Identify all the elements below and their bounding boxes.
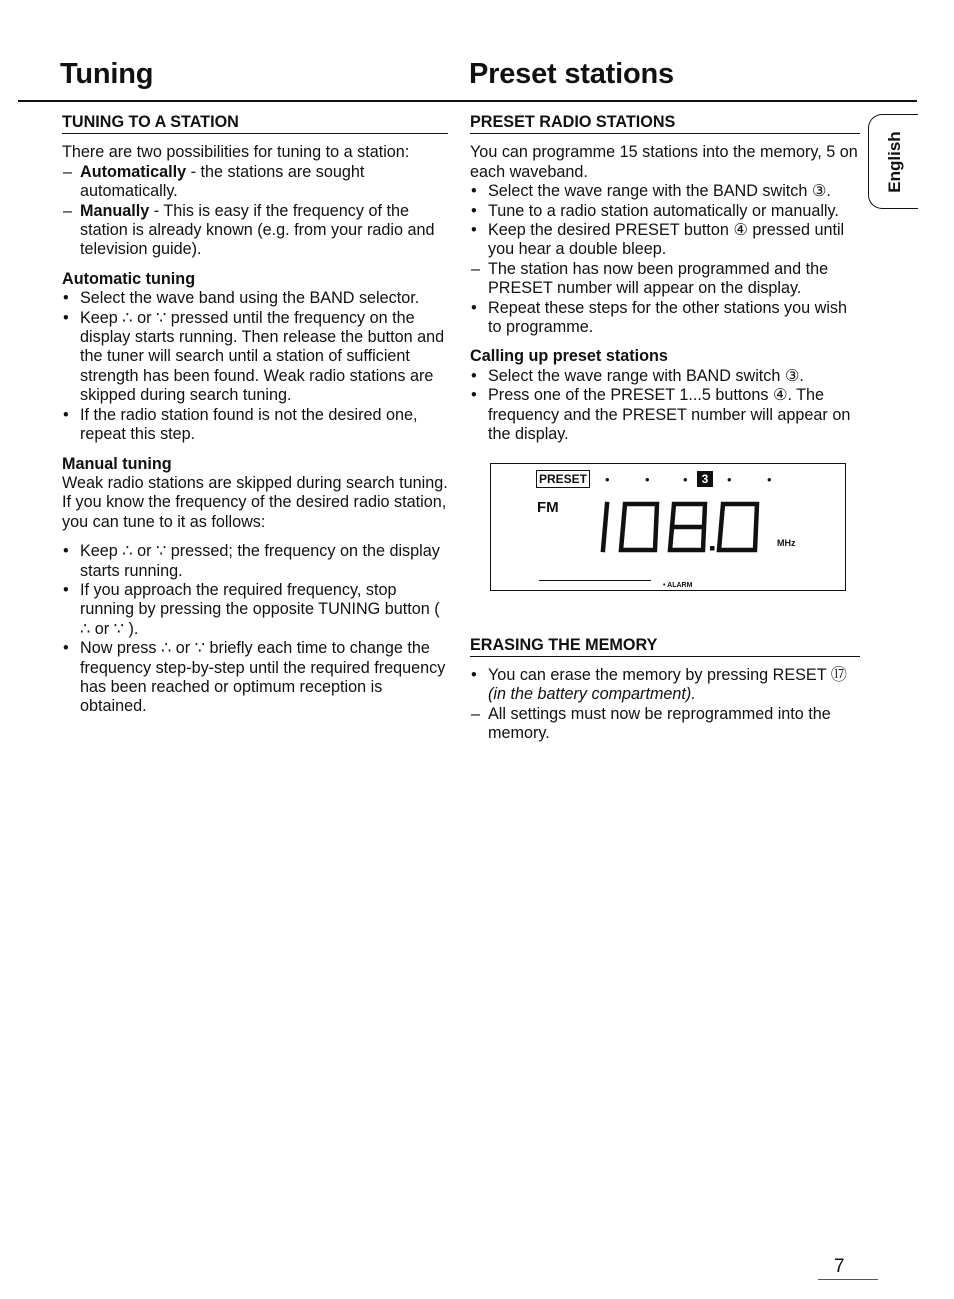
bullet: •	[471, 201, 477, 220]
subheading-calling-up: Calling up preset stations	[470, 347, 668, 366]
lcd-dot: •	[683, 471, 688, 487]
bullet: •	[63, 639, 69, 658]
subheading-manual-tuning: Manual tuning	[62, 454, 172, 473]
list-text: If you approach the required frequency, stop running by pressing the opposite TUNING button ( ∴ or ∵ ).	[80, 580, 440, 638]
spacer	[470, 591, 860, 636]
lcd-dot: •	[767, 471, 772, 487]
subheading-automatic-tuning: Automatic tuning	[62, 269, 196, 288]
list-text: - This is easy if the frequency of the station is already known (e.g. from your radio and television guide).	[80, 201, 435, 259]
lcd-dot: •	[605, 471, 610, 487]
bullet: •	[63, 289, 69, 308]
bottom-edge-mark	[818, 1279, 878, 1280]
section-heading-tuning: TUNING TO A STATION	[62, 113, 448, 134]
bullet: •	[471, 182, 477, 201]
list-item	[470, 221, 860, 260]
list-item	[62, 406, 448, 445]
list-item	[470, 182, 860, 201]
list-item	[62, 542, 448, 581]
list-item	[470, 705, 860, 744]
list-text: Now press ∴ or ∵ briefly each time to change the frequency step-by-step until the required frequency has been reached or optimum reception is obtained.	[80, 639, 446, 716]
bullet: •	[63, 580, 69, 599]
manual-tuning-list	[62, 542, 448, 717]
list-text: Select the wave range with the BAND switch ③.	[488, 182, 831, 201]
left-column	[62, 113, 448, 717]
dash: –	[471, 259, 481, 278]
page-number: 7	[834, 1256, 845, 1277]
list-text: Keep the desired PRESET button ④ pressed until you hear a double bleep.	[488, 221, 845, 259]
erasing-list	[470, 666, 860, 744]
lcd-preset-label: PRESET	[536, 470, 590, 488]
list-text: Select the wave band using the BAND selector.	[80, 289, 420, 308]
language-tab	[868, 114, 918, 209]
page-title-tuning: Tuning	[60, 58, 154, 90]
lcd-alarm-label: • ALARM	[663, 581, 693, 589]
bullet: •	[471, 366, 477, 385]
lcd-band-label: FM	[537, 498, 559, 516]
list-item	[62, 163, 448, 202]
page-title-preset-stations: Preset stations	[469, 58, 674, 90]
list-text: Keep ∴ or ∵ pressed until the frequency on the display starts running. Then release the button and the tuner will search until a station of sufficient strength has been found. Weak radio stations are skipped during search tuning.	[80, 308, 445, 405]
right-column	[470, 113, 860, 744]
list-item	[470, 299, 860, 338]
list-text: Select the wave range with BAND switch ③.	[488, 366, 804, 385]
list-item	[62, 289, 448, 308]
bullet: •	[471, 298, 477, 317]
bullet: •	[471, 386, 477, 405]
list-item	[62, 639, 448, 717]
section-heading-preset: PRESET RADIO STATIONS	[470, 113, 860, 134]
tuning-options-list	[62, 163, 448, 260]
list-item	[470, 202, 860, 221]
bullet: •	[63, 308, 69, 327]
bullet: •	[63, 405, 69, 424]
term: Manually	[80, 201, 150, 220]
list-text: Press one of the PRESET 1...5 buttons ④. The frequency and the PRESET number will appear on the display.	[488, 386, 851, 444]
list-item	[470, 260, 860, 299]
list-text: Tune to a radio station automatically or manually.	[488, 201, 839, 220]
section-heading-erasing: ERASING THE MEMORY	[470, 636, 860, 657]
automatic-tuning-list	[62, 289, 448, 444]
preset-intro: You can programme 15 stations into the memory, 5 on each waveband.	[470, 143, 858, 181]
list-marker: –	[63, 201, 73, 220]
lcd-frequency-digits	[491, 464, 845, 590]
lcd-decimal-point	[710, 546, 715, 551]
spacer	[62, 532, 448, 542]
bullet: •	[471, 221, 477, 240]
list-item	[62, 202, 448, 260]
dash: –	[471, 704, 481, 723]
list-text: Keep ∴ or ∵ pressed; the frequency on the display starts running.	[80, 542, 440, 580]
lcd-baseline	[539, 580, 651, 581]
bullet: •	[63, 542, 69, 561]
list-item	[470, 386, 860, 444]
list-item	[62, 581, 448, 639]
list-text: All settings must now be reprogrammed into the memory.	[488, 704, 831, 743]
list-text-italic: (in the battery compartment).	[488, 685, 696, 704]
list-text: The station has now been programmed and the PRESET number will appear on the display.	[488, 259, 829, 298]
lcd-dot: •	[727, 471, 732, 487]
lcd-display-illustration	[490, 463, 846, 591]
lcd-dot: •	[645, 471, 650, 487]
list-text: You can erase the memory by pressing RESET ⑰	[488, 665, 847, 684]
header-rule	[18, 100, 917, 102]
list-item	[470, 666, 860, 705]
language-tab-label: English	[885, 131, 904, 193]
list-text: - the stations are sought automatically.	[80, 162, 365, 201]
list-item	[62, 309, 448, 406]
lcd-unit-label: MHz	[777, 537, 796, 548]
calling-up-list	[470, 367, 860, 445]
list-marker: –	[63, 162, 73, 181]
bullet: •	[471, 665, 477, 684]
lcd-preset-number: 3	[697, 471, 713, 487]
list-text: Repeat these steps for the other stations you wish to programme.	[488, 298, 848, 337]
list-item	[470, 367, 860, 386]
preset-steps-list	[470, 182, 860, 337]
list-text: If the radio station found is not the desired one, repeat this step.	[80, 405, 418, 444]
manual-tuning-intro: Weak radio stations are skipped during search tuning. If you know the frequency of the desired radio station, you can tune to it as follows:	[62, 473, 448, 531]
tuning-intro: There are two possibilities for tuning to a station:	[62, 143, 410, 162]
term: Automatically	[80, 162, 187, 181]
